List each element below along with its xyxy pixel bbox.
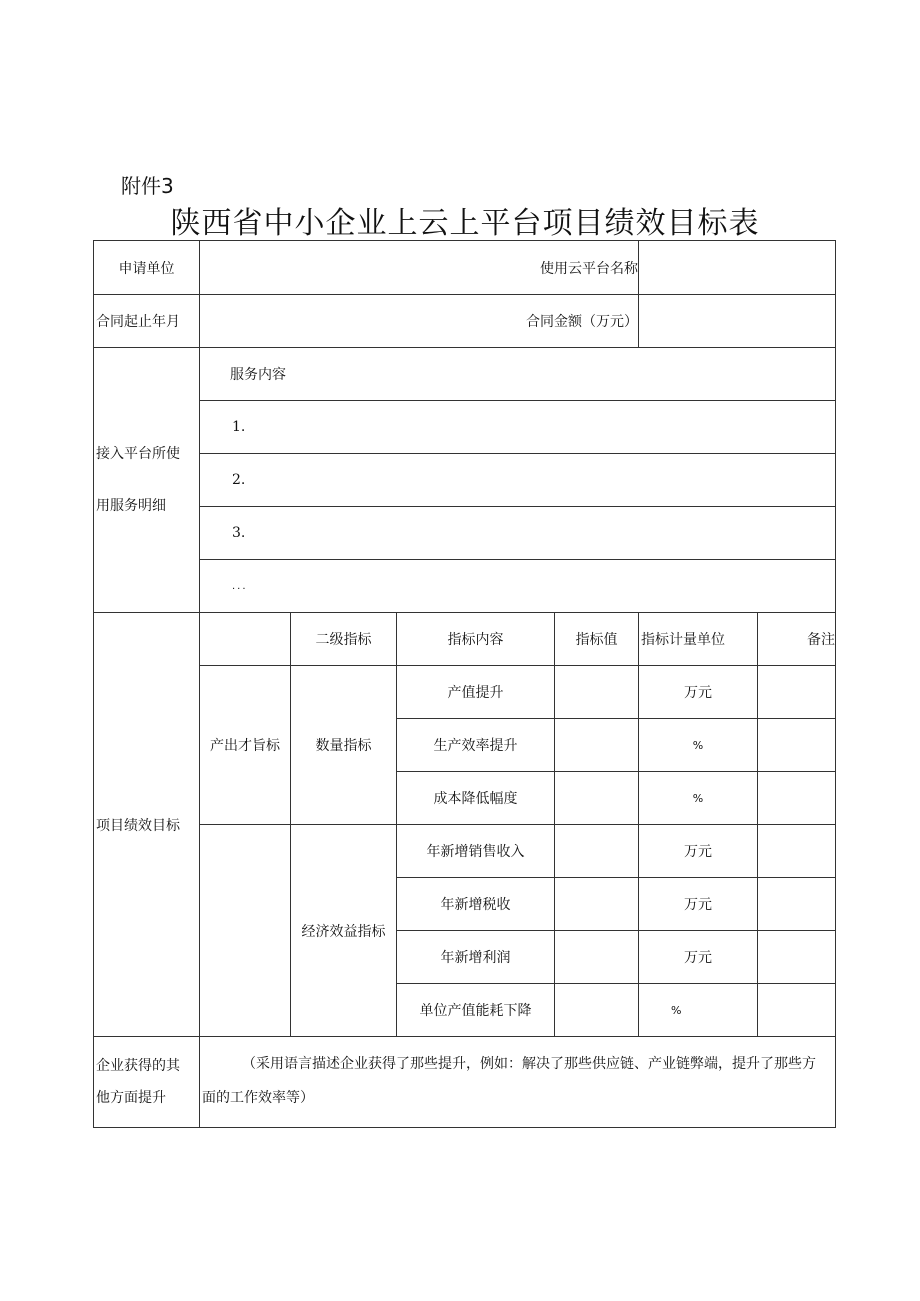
other-label-line2: 他方面提升: [96, 1090, 166, 1106]
indicator-value-field[interactable]: [555, 931, 639, 984]
indicator-value-field[interactable]: [555, 984, 639, 1037]
cloud-platform-field[interactable]: [639, 241, 836, 295]
content-column-header: 指标内容: [397, 613, 555, 666]
indicator-unit: %: [639, 772, 758, 825]
service-item-3[interactable]: 3.: [200, 507, 836, 560]
contract-amount-label: 合同金额（万元）: [200, 295, 639, 348]
services-label-line2: 用服务明细: [96, 498, 166, 514]
indicator-note-field[interactable]: [758, 984, 836, 1037]
indicator-unit: 万元: [639, 931, 758, 984]
indicator-content: 年新增税收: [397, 878, 555, 931]
indicator-content: 生产效率提升: [397, 719, 555, 772]
page-title: 陕西省中小企业上云上平台项目绩效目标表: [170, 206, 760, 241]
contract-period-label: 合同起止年月: [94, 295, 200, 348]
service-item-more[interactable]: ...: [200, 560, 836, 613]
indicator-unit: 万元: [639, 666, 758, 719]
indicator-unit: %: [639, 719, 758, 772]
indicator-content: 年新增利润: [397, 931, 555, 984]
service-item-2[interactable]: 2.: [200, 454, 836, 507]
indicator-unit: 万元: [639, 825, 758, 878]
indicator-note-field[interactable]: [758, 719, 836, 772]
indicator-unit: %: [639, 984, 758, 1037]
cloud-platform-label: 使用云平台名称: [200, 241, 639, 295]
indicator-unit: 万元: [639, 878, 758, 931]
indicator-value-field[interactable]: [555, 772, 639, 825]
econ-category-cell: [200, 825, 291, 1037]
performance-section-label: 项目绩效目标: [94, 613, 200, 1037]
output-category-label: 产出才旨标: [200, 666, 291, 825]
services-header: 服务内容: [200, 348, 836, 401]
indicator-value-field[interactable]: [555, 825, 639, 878]
other-label-line1: 企业获得的其: [96, 1058, 180, 1074]
indicator-value-field[interactable]: [555, 719, 639, 772]
indicator-note-field[interactable]: [758, 825, 836, 878]
applicant-label: 申请单位: [94, 241, 200, 295]
value-column-header: 指标值: [555, 613, 639, 666]
performance-form-table: [93, 240, 836, 1128]
services-section-label: [94, 348, 200, 613]
indicator-note-field[interactable]: [758, 666, 836, 719]
indicator-value-field[interactable]: [555, 878, 639, 931]
other-improvements-description[interactable]: （采用语言描述企业获得了那些提升，例如：解决了那些供应链、产业链弊端，提升了那些方面的工作效率等）: [200, 1037, 836, 1128]
econ-group-label: 经济效益指标: [291, 825, 397, 1037]
attachment-label: 附件3: [121, 174, 174, 198]
indicator-note-field[interactable]: [758, 772, 836, 825]
indicator-note-field[interactable]: [758, 931, 836, 984]
service-item-1[interactable]: 1.: [200, 401, 836, 454]
unit-column-header: 指标计量单位: [639, 613, 758, 666]
note-column-header: 备注: [758, 613, 836, 666]
indicator-note-field[interactable]: [758, 878, 836, 931]
indicator-content: 产值提升: [397, 666, 555, 719]
indicator-content: 单位产值能耗下降: [397, 984, 555, 1037]
other-improvements-label: [94, 1037, 200, 1128]
indicator-content: 成本降低幅度: [397, 772, 555, 825]
services-label-line1: 接入平台所使: [96, 446, 180, 462]
contract-amount-field[interactable]: [639, 295, 836, 348]
indicator-content: 年新增销售收入: [397, 825, 555, 878]
category-header-cell: [200, 613, 291, 666]
quantity-group-label: 数量指标: [291, 666, 397, 825]
indicator-value-field[interactable]: [555, 666, 639, 719]
level2-column-header: 二级指标: [291, 613, 397, 666]
